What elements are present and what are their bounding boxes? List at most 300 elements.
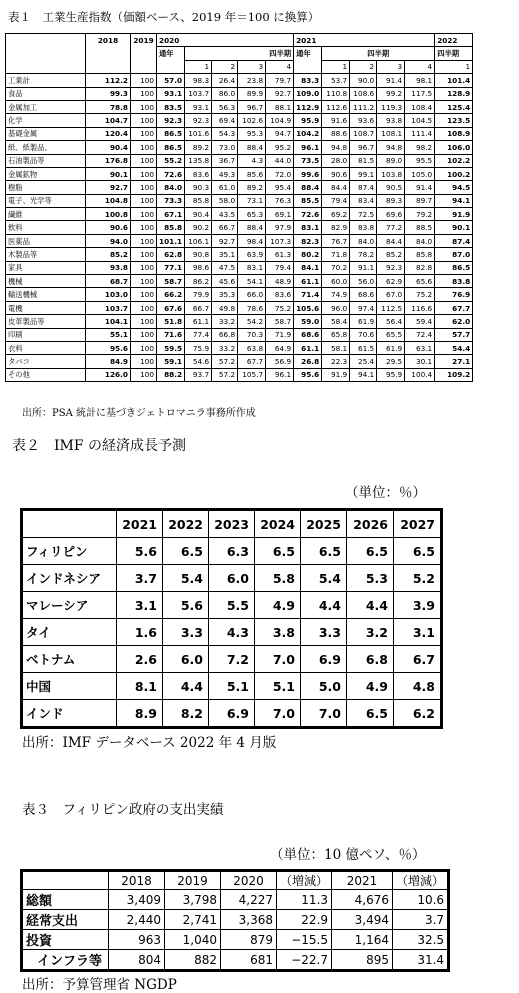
data-cell: 85.8 (405, 248, 435, 261)
data-cell: 36.7 (212, 154, 238, 167)
year-header: 2024 (255, 511, 301, 538)
data-cell: 98.2 (405, 141, 435, 154)
data-cell: 102.6 (238, 114, 266, 127)
data-cell: 69.6 (377, 208, 405, 221)
data-cell: 72.6 (157, 167, 185, 180)
data-cell: 84.4 (377, 234, 405, 247)
data-cell: 87.4 (435, 234, 473, 247)
table-row (6, 127, 473, 140)
data-cell: 90.4 (86, 141, 131, 154)
data-cell: 86.5 (157, 141, 185, 154)
data-cell: 83.1 (238, 261, 266, 274)
data-cell: 94.1 (435, 194, 473, 207)
data-cell: 76.3 (266, 194, 294, 207)
data-cell: 77.4 (185, 328, 212, 341)
quarter-number: 1 (435, 60, 473, 73)
data-cell: 94.8 (322, 141, 350, 154)
growth-cell: 6.0 (209, 565, 255, 592)
table-row (23, 890, 448, 910)
data-cell: 100 (131, 141, 157, 154)
data-cell: 96.1 (294, 141, 322, 154)
data-cell: 101.4 (435, 74, 473, 87)
expense-cell: 3,409 (109, 890, 165, 910)
data-cell: 59.4 (405, 315, 435, 328)
data-cell: 108.7 (350, 127, 377, 140)
growth-cell: 3.9 (394, 592, 441, 619)
data-cell: 98.4 (238, 234, 266, 247)
expense-cell: −22.7 (277, 950, 332, 970)
growth-cell: 8.9 (117, 700, 163, 727)
expense-label: インフラ等 (23, 950, 109, 970)
data-cell: 70.3 (238, 328, 266, 341)
data-cell: 100 (131, 114, 157, 127)
blank-cell (131, 60, 157, 73)
data-cell: 104.8 (86, 194, 131, 207)
data-cell: 108.4 (405, 100, 435, 113)
blank-cell (157, 60, 185, 73)
year-header: 2026 (347, 511, 394, 538)
table-row (6, 208, 473, 221)
data-cell: 65.8 (322, 328, 350, 341)
quarter-header: 四半期 (185, 47, 294, 60)
corner-cell (23, 511, 117, 538)
data-cell: 99.1 (350, 167, 377, 180)
data-cell: 59.0 (294, 315, 322, 328)
growth-cell: 6.2 (394, 700, 441, 727)
growth-cell: 6.5 (301, 538, 347, 565)
data-cell: 126.0 (86, 368, 131, 381)
year-header: 2027 (394, 511, 441, 538)
data-cell: 94.8 (377, 141, 405, 154)
expense-label: 投資 (23, 930, 109, 950)
data-cell: 69.1 (266, 208, 294, 221)
quarter-number: 1 (185, 60, 212, 73)
data-cell: 97.9 (266, 221, 294, 234)
country-label: タイ (23, 619, 117, 646)
data-cell: 176.8 (86, 154, 131, 167)
growth-cell: 6.8 (347, 646, 394, 673)
growth-cell: 7.0 (255, 646, 301, 673)
table2-unit: （単位：％） (345, 485, 426, 501)
data-cell: 33.2 (212, 315, 238, 328)
expense-cell: 4,227 (221, 890, 277, 910)
data-cell: 96.7 (350, 141, 377, 154)
data-cell: 29.5 (377, 355, 405, 368)
data-cell: 67.6 (157, 301, 185, 314)
row-label: 電子、光学等 (6, 194, 86, 207)
data-cell: 67.7 (238, 355, 266, 368)
row-label: 金属加工 (6, 100, 86, 113)
data-cell: 96.1 (266, 368, 294, 381)
data-cell: 57.0 (157, 74, 185, 87)
country-label: マレーシア (23, 592, 117, 619)
expense-cell: 879 (221, 930, 277, 950)
growth-cell: 4.9 (347, 673, 394, 700)
data-cell: 100 (131, 208, 157, 221)
quarter-number: 4 (405, 60, 435, 73)
data-cell: 89.9 (238, 87, 266, 100)
data-cell: 54.6 (185, 355, 212, 368)
row-label: 金属鉱物 (6, 167, 86, 180)
data-cell: 77.2 (377, 221, 405, 234)
data-cell: 95.4 (266, 181, 294, 194)
growth-cell: 2.6 (117, 646, 163, 673)
table2-caption: 表２ IMF の経済成長予測 (12, 438, 187, 454)
data-cell: 93.6 (350, 114, 377, 127)
data-cell: 56.4 (377, 315, 405, 328)
growth-cell: 5.1 (255, 673, 301, 700)
data-cell: 58.1 (322, 341, 350, 354)
data-cell: 61.9 (377, 341, 405, 354)
data-cell: 83.8 (435, 275, 473, 288)
data-cell: 119.3 (377, 100, 405, 113)
header-row (23, 511, 441, 538)
data-cell: 79.2 (405, 208, 435, 221)
growth-cell: 4.4 (347, 592, 394, 619)
data-cell: 86.5 (435, 261, 473, 274)
quarter-number: 3 (377, 60, 405, 73)
country-label: インド (23, 700, 117, 727)
growth-cell: 5.5 (209, 592, 255, 619)
data-cell: 35.1 (212, 248, 238, 261)
header-row-years (6, 34, 473, 47)
data-cell: 74.9 (322, 288, 350, 301)
data-cell: 100 (131, 194, 157, 207)
data-cell: 135.8 (185, 154, 212, 167)
data-cell: 61.3 (266, 248, 294, 261)
data-cell: 26.8 (294, 355, 322, 368)
table-row (23, 950, 448, 970)
data-cell: 117.5 (405, 87, 435, 100)
data-cell: 91.9 (435, 208, 473, 221)
data-cell: 107.3 (266, 234, 294, 247)
data-cell: 106.0 (435, 141, 473, 154)
expense-cell: −15.5 (277, 930, 332, 950)
data-cell: 60.0 (322, 275, 350, 288)
expense-cell: 22.9 (277, 910, 332, 930)
data-cell: 79.9 (185, 288, 212, 301)
data-cell: 91.6 (322, 114, 350, 127)
data-cell: 100 (131, 328, 157, 341)
row-label: 機械 (6, 275, 86, 288)
table-row (6, 275, 473, 288)
table-row (6, 87, 473, 100)
data-cell: 85.2 (377, 248, 405, 261)
data-cell: 88.1 (266, 100, 294, 113)
data-cell: 63.9 (238, 248, 266, 261)
header-row-periods (6, 47, 473, 60)
data-cell: 79.7 (266, 74, 294, 87)
blank-cell (86, 47, 131, 60)
table-row (6, 288, 473, 301)
data-cell: 93.7 (185, 368, 212, 381)
data-cell: 93.1 (157, 87, 185, 100)
growth-cell: 6.9 (301, 646, 347, 673)
data-cell: 51.8 (157, 315, 185, 328)
corner-cell (6, 34, 86, 47)
data-cell: 61.9 (350, 315, 377, 328)
data-cell: 98.6 (185, 261, 212, 274)
expense-cell: 3,494 (332, 910, 393, 930)
expense-cell: 32.5 (393, 930, 448, 950)
growth-cell: 5.1 (209, 673, 255, 700)
growth-cell: 4.4 (301, 592, 347, 619)
data-cell: 86.0 (212, 87, 238, 100)
table-row (6, 74, 473, 87)
data-cell: 91.4 (377, 74, 405, 87)
data-cell: 95.6 (86, 341, 131, 354)
data-cell: 103.8 (377, 167, 405, 180)
data-cell: 100.4 (405, 368, 435, 381)
data-cell: 61.1 (294, 275, 322, 288)
data-cell: 100 (131, 275, 157, 288)
data-cell: 82.9 (322, 221, 350, 234)
data-cell: 90.3 (185, 181, 212, 194)
data-cell: 83.6 (266, 288, 294, 301)
growth-cell: 7.0 (301, 700, 347, 727)
data-cell: 83.1 (294, 221, 322, 234)
data-cell: 91.1 (350, 261, 377, 274)
growth-cell: 4.3 (209, 619, 255, 646)
data-cell: 68.7 (86, 275, 131, 288)
data-cell: 105.7 (238, 368, 266, 381)
data-cell: 128.9 (435, 87, 473, 100)
growth-cell: 3.2 (347, 619, 394, 646)
quarter-number: 3 (238, 60, 266, 73)
data-cell: 89.3 (377, 194, 405, 207)
data-cell: 100 (131, 167, 157, 180)
data-cell: 73.0 (212, 141, 238, 154)
expense-cell: 11.3 (277, 890, 332, 910)
row-label: 印刷 (6, 328, 86, 341)
year-header: 2021 (294, 34, 435, 47)
data-cell: 108.1 (377, 127, 405, 140)
table-row (6, 261, 473, 274)
expense-cell: 31.4 (393, 950, 448, 970)
row-label: 化学 (6, 114, 86, 127)
data-cell: 103.0 (86, 288, 131, 301)
table-row (6, 341, 473, 354)
expense-cell: 2,741 (165, 910, 221, 930)
data-cell: 61.5 (350, 341, 377, 354)
growth-cell: 3.8 (255, 619, 301, 646)
data-cell: 101.1 (157, 234, 185, 247)
data-cell: 54.3 (212, 127, 238, 140)
data-cell: 66.2 (157, 288, 185, 301)
header-row-quarters (6, 60, 473, 73)
data-cell: 92.7 (86, 181, 131, 194)
data-cell: 103.7 (86, 301, 131, 314)
data-cell: 125.4 (435, 100, 473, 113)
data-cell: 85.5 (294, 194, 322, 207)
data-cell: 28.0 (322, 154, 350, 167)
row-label: 電機 (6, 301, 86, 314)
data-cell: 57.2 (212, 368, 238, 381)
year-header: 2025 (301, 511, 347, 538)
data-cell: 116.6 (405, 301, 435, 314)
data-cell: 112.5 (377, 301, 405, 314)
data-cell: 55.1 (86, 328, 131, 341)
data-cell: 100 (131, 341, 157, 354)
data-cell: 96.0 (322, 301, 350, 314)
growth-cell: 5.8 (255, 565, 301, 592)
expense-cell: 882 (165, 950, 221, 970)
data-cell: 82.8 (405, 261, 435, 274)
data-cell: 94.1 (350, 368, 377, 381)
data-cell: 56.3 (212, 100, 238, 113)
data-cell: 35.3 (212, 288, 238, 301)
row-label: 家具 (6, 261, 86, 274)
data-cell: 104.5 (405, 114, 435, 127)
data-cell: 48.9 (266, 275, 294, 288)
growth-cell: 1.6 (117, 619, 163, 646)
data-cell: 83.6 (185, 167, 212, 180)
data-cell: 59.5 (157, 341, 185, 354)
expense-cell: 3,368 (221, 910, 277, 930)
table-row (6, 221, 473, 234)
corner-cell (6, 60, 86, 73)
data-cell: 112.9 (294, 100, 322, 113)
data-cell: 96.7 (238, 100, 266, 113)
data-cell: 87.4 (350, 181, 377, 194)
quarter-number: 4 (266, 60, 294, 73)
data-cell: 100 (131, 261, 157, 274)
country-label: 中国 (23, 673, 117, 700)
data-cell: 67.0 (377, 288, 405, 301)
data-cell: 108.6 (350, 87, 377, 100)
expense-cell: 3.7 (393, 910, 448, 930)
data-cell: 100 (131, 234, 157, 247)
country-label: ベトナム (23, 646, 117, 673)
data-cell: 100 (131, 74, 157, 87)
year-header: 2020 (157, 34, 294, 47)
data-cell: 58.7 (157, 275, 185, 288)
growth-cell: 3.3 (301, 619, 347, 646)
data-cell: 78.6 (238, 301, 266, 314)
data-cell: 93.8 (86, 261, 131, 274)
data-cell: 59.1 (157, 355, 185, 368)
expense-cell: 10.6 (393, 890, 448, 910)
data-cell: 75.2 (266, 301, 294, 314)
data-cell: 92.3 (185, 114, 212, 127)
data-cell: 101.6 (185, 127, 212, 140)
data-cell: 83.4 (350, 194, 377, 207)
row-label: その他 (6, 368, 86, 381)
industrial-production-table (5, 33, 473, 382)
data-cell: 89.2 (185, 141, 212, 154)
data-cell: 27.1 (435, 355, 473, 368)
year-header: 2018 (86, 34, 131, 47)
data-cell: 61.0 (212, 181, 238, 194)
table-row (6, 141, 473, 154)
data-cell: 104.7 (86, 114, 131, 127)
data-cell: 63.8 (238, 341, 266, 354)
data-cell: 100.2 (435, 167, 473, 180)
data-cell: 104.1 (86, 315, 131, 328)
row-label: 衣料 (6, 341, 86, 354)
row-label: 皮革製品等 (6, 315, 86, 328)
expense-cell: 1,040 (165, 930, 221, 950)
data-cell: 26.4 (212, 74, 238, 87)
data-cell: 90.1 (435, 221, 473, 234)
data-cell: 88.4 (238, 141, 266, 154)
data-cell: 77.1 (157, 261, 185, 274)
expense-label: 総額 (23, 890, 109, 910)
data-cell: 100 (131, 315, 157, 328)
row-label: 木製品等 (6, 248, 86, 261)
table-row (23, 619, 441, 646)
data-cell: 100 (131, 181, 157, 194)
row-label: 石油製品等 (6, 154, 86, 167)
data-cell: 69.4 (212, 114, 238, 127)
quarter-number: 1 (322, 60, 350, 73)
data-cell: 91.9 (322, 368, 350, 381)
data-cell: 90.2 (185, 221, 212, 234)
data-cell: 54.1 (238, 275, 266, 288)
data-cell: 75.9 (185, 341, 212, 354)
data-cell: 100 (131, 221, 157, 234)
growth-cell: 3.1 (394, 619, 441, 646)
table-row (6, 154, 473, 167)
data-cell: 90.1 (86, 167, 131, 180)
column-header: 2020 (221, 872, 277, 890)
table-row (23, 565, 441, 592)
data-cell: 25.4 (350, 355, 377, 368)
data-cell: 94.0 (86, 234, 131, 247)
imf-growth-forecast-table (22, 510, 441, 727)
data-cell: 99.3 (86, 87, 131, 100)
data-cell: 90.8 (185, 248, 212, 261)
data-cell: 85.8 (157, 221, 185, 234)
data-cell: 71.4 (294, 288, 322, 301)
data-cell: 111.2 (350, 100, 377, 113)
data-cell: 71.6 (157, 328, 185, 341)
data-cell: 33.2 (212, 341, 238, 354)
data-cell: 55.2 (157, 154, 185, 167)
data-cell: 88.5 (405, 221, 435, 234)
data-cell: 84.0 (157, 181, 185, 194)
data-cell: 99.2 (377, 87, 405, 100)
data-cell: 90.5 (377, 181, 405, 194)
corner-cell (6, 47, 86, 60)
country-label: フィリピン (23, 538, 117, 565)
data-cell: 30.1 (405, 355, 435, 368)
data-cell: 98.1 (405, 74, 435, 87)
growth-cell: 8.1 (117, 673, 163, 700)
data-cell: 80.2 (294, 248, 322, 261)
data-cell: 23.8 (238, 74, 266, 87)
data-cell: 65.6 (405, 275, 435, 288)
data-cell: 100 (131, 154, 157, 167)
data-cell: 22.3 (322, 355, 350, 368)
growth-cell: 6.5 (347, 538, 394, 565)
data-cell: 90.6 (86, 221, 131, 234)
data-cell: 85.6 (238, 167, 266, 180)
growth-cell: 6.5 (394, 538, 441, 565)
data-cell: 100 (131, 248, 157, 261)
data-cell: 79.4 (322, 194, 350, 207)
data-cell: 57.7 (435, 328, 473, 341)
data-cell: 112.2 (86, 74, 131, 87)
data-cell: 68.6 (350, 288, 377, 301)
year-header: 2022 (435, 34, 473, 47)
data-cell: 61.1 (185, 315, 212, 328)
table-row (23, 646, 441, 673)
data-cell: 93.8 (377, 114, 405, 127)
data-cell: 75.2 (405, 288, 435, 301)
header-row (23, 872, 448, 890)
table-row (6, 368, 473, 381)
